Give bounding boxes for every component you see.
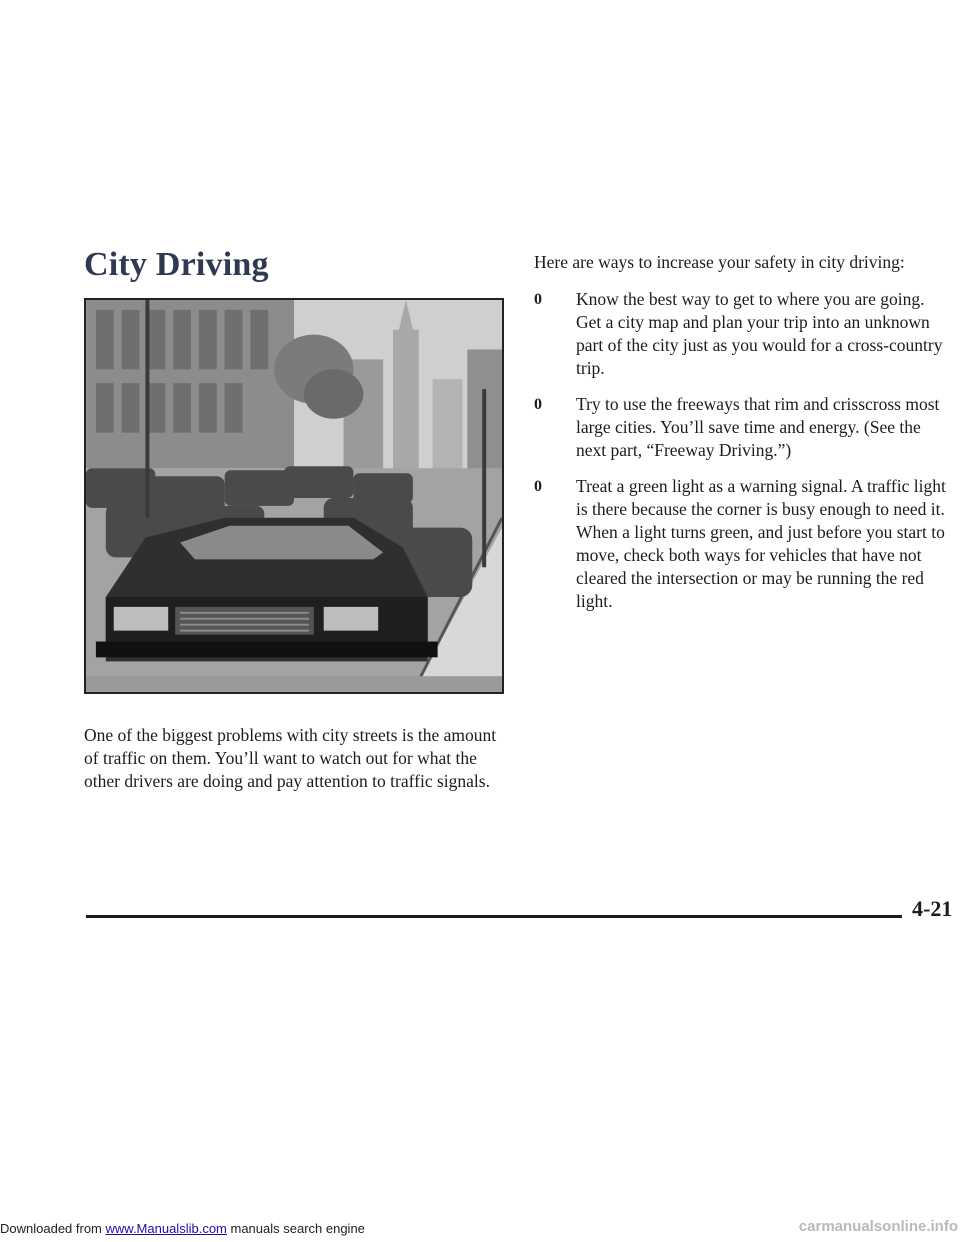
illustration-drawing [86, 300, 502, 692]
traffic-problem-paragraph: One of the biggest problems with city streets is the amount of traffic on them. You’ll want to watch out for what the other drivers are doing and pay attention to traffic signals. [84, 725, 497, 791]
safety-tips-column [534, 251, 954, 626]
list-item-text: Try to use the freeways that rim and crisscross most large cities. You’ll save time and energy. (See the next part, “Freeway Driving.”) [576, 394, 940, 460]
download-footer [0, 1221, 365, 1236]
page-number: 4-21 [912, 896, 953, 921]
section-title: City Driving [84, 246, 269, 283]
list-item [534, 393, 954, 462]
footer-rule [86, 915, 902, 918]
manualslib-link[interactable]: www.Manualslib.com [105, 1221, 227, 1236]
list-item [534, 288, 954, 380]
city-traffic-illustration [84, 298, 504, 694]
list-item-text: Treat a green light as a warning signal. A traffic light is there because the corner is busy enough to need it. When a light turns green, and just before you start to move, check both ways for vehicles that have not cleared the intersection or may be running the red light. [576, 476, 946, 611]
footer-suffix: manuals search engine [226, 1221, 365, 1236]
watermark-text: carmanualsonline.info [798, 1218, 958, 1235]
list-item-text: Know the best way to get to where you are going. Get a city map and plan your trip into an unknown part of the city just as you would for a cross-country trip. [576, 289, 943, 378]
bullet-marker: 0 [534, 396, 542, 413]
bullet-marker: 0 [534, 478, 542, 495]
footer-prefix: Downloaded from [0, 1221, 106, 1236]
safety-intro: Here are ways to increase your safety in city driving: [534, 252, 905, 272]
list-item [534, 475, 954, 613]
bullet-marker: 0 [534, 291, 542, 308]
safety-tips-list [534, 288, 954, 613]
